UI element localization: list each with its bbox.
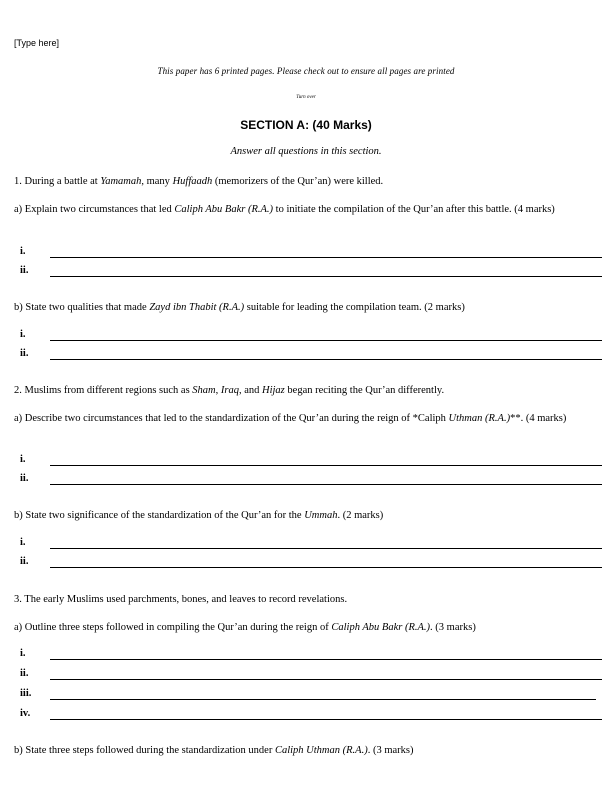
question-3a: a) Outline three steps followed in compiling the Qur’an during the reign of Caliph Abu Bakr (R.A.). (3 marks) [14, 622, 476, 633]
answer-line-3a-iv[interactable] [14, 708, 604, 722]
question-1b: b) State two qualities that made Zayd ibn Thabit (R.A.) suitable for leading the compilation team. (2 marks) [14, 302, 465, 313]
answer-label: i. [20, 537, 26, 548]
answer-line-3a-ii[interactable] [14, 668, 604, 682]
answer-line-1b-ii[interactable] [14, 348, 604, 362]
section-instruction: Answer all questions in this section. [230, 146, 382, 157]
answer-label: ii. [20, 556, 29, 567]
answer-line-3a-i[interactable] [14, 648, 604, 662]
turn-over-note: Turn over [296, 95, 316, 100]
answer-label: iii. [20, 688, 32, 699]
header-placeholder[interactable]: [Type here] [14, 38, 60, 48]
answer-label: ii. [20, 265, 29, 276]
answer-line-1a-i[interactable] [14, 246, 604, 260]
answer-label: i. [20, 648, 26, 659]
answer-line-2a-ii[interactable] [14, 473, 604, 487]
printed-pages-notice: This paper has 6 printed pages. Please check out to ensure all pages are printed [157, 66, 455, 76]
question-3-stem: 3. The early Muslims used parchments, bones, and leaves to record revelations. [14, 594, 348, 605]
answer-line-2b-ii[interactable] [14, 556, 604, 570]
answer-line-3a-iii[interactable] [14, 688, 604, 702]
answer-label: iv. [20, 708, 31, 719]
answer-label: ii. [20, 348, 29, 359]
question-3b: b) State three steps followed during the standardization under Caliph Uthman (R.A.). (3 marks) [14, 745, 414, 756]
answer-line-2b-i[interactable] [14, 537, 604, 551]
answer-label: ii. [20, 473, 29, 484]
question-2b: b) State two significance of the standardization of the Qur’an for the Ummah. (2 marks) [14, 510, 384, 521]
question-1a: a) Explain two circumstances that led Caliph Abu Bakr (R.A.) to initiate the compilation of the Qur’an after this battle. (4 marks) [14, 204, 555, 215]
answer-label: i. [20, 246, 26, 257]
answer-label: i. [20, 329, 26, 340]
answer-line-2a-i[interactable] [14, 454, 604, 468]
answer-label: ii. [20, 668, 29, 679]
answer-line-1a-ii[interactable] [14, 265, 604, 279]
question-1-stem: 1. During a battle at Yamamah, many Huffaadh (memorizers of the Qur’an) were killed. [14, 176, 384, 187]
question-2a: a) Describe two circumstances that led to the standardization of the Qur’an during the reign of *Caliph Uthman (R.A.)**. (4 marks) [14, 413, 567, 424]
question-2-stem: 2. Muslims from different regions such as Sham, Iraq, and Hijaz began reciting the Qur’an differently. [14, 385, 445, 396]
answer-line-1b-i[interactable] [14, 329, 604, 343]
section-title: SECTION A: (40 Marks) [240, 118, 372, 132]
answer-label: i. [20, 454, 26, 465]
